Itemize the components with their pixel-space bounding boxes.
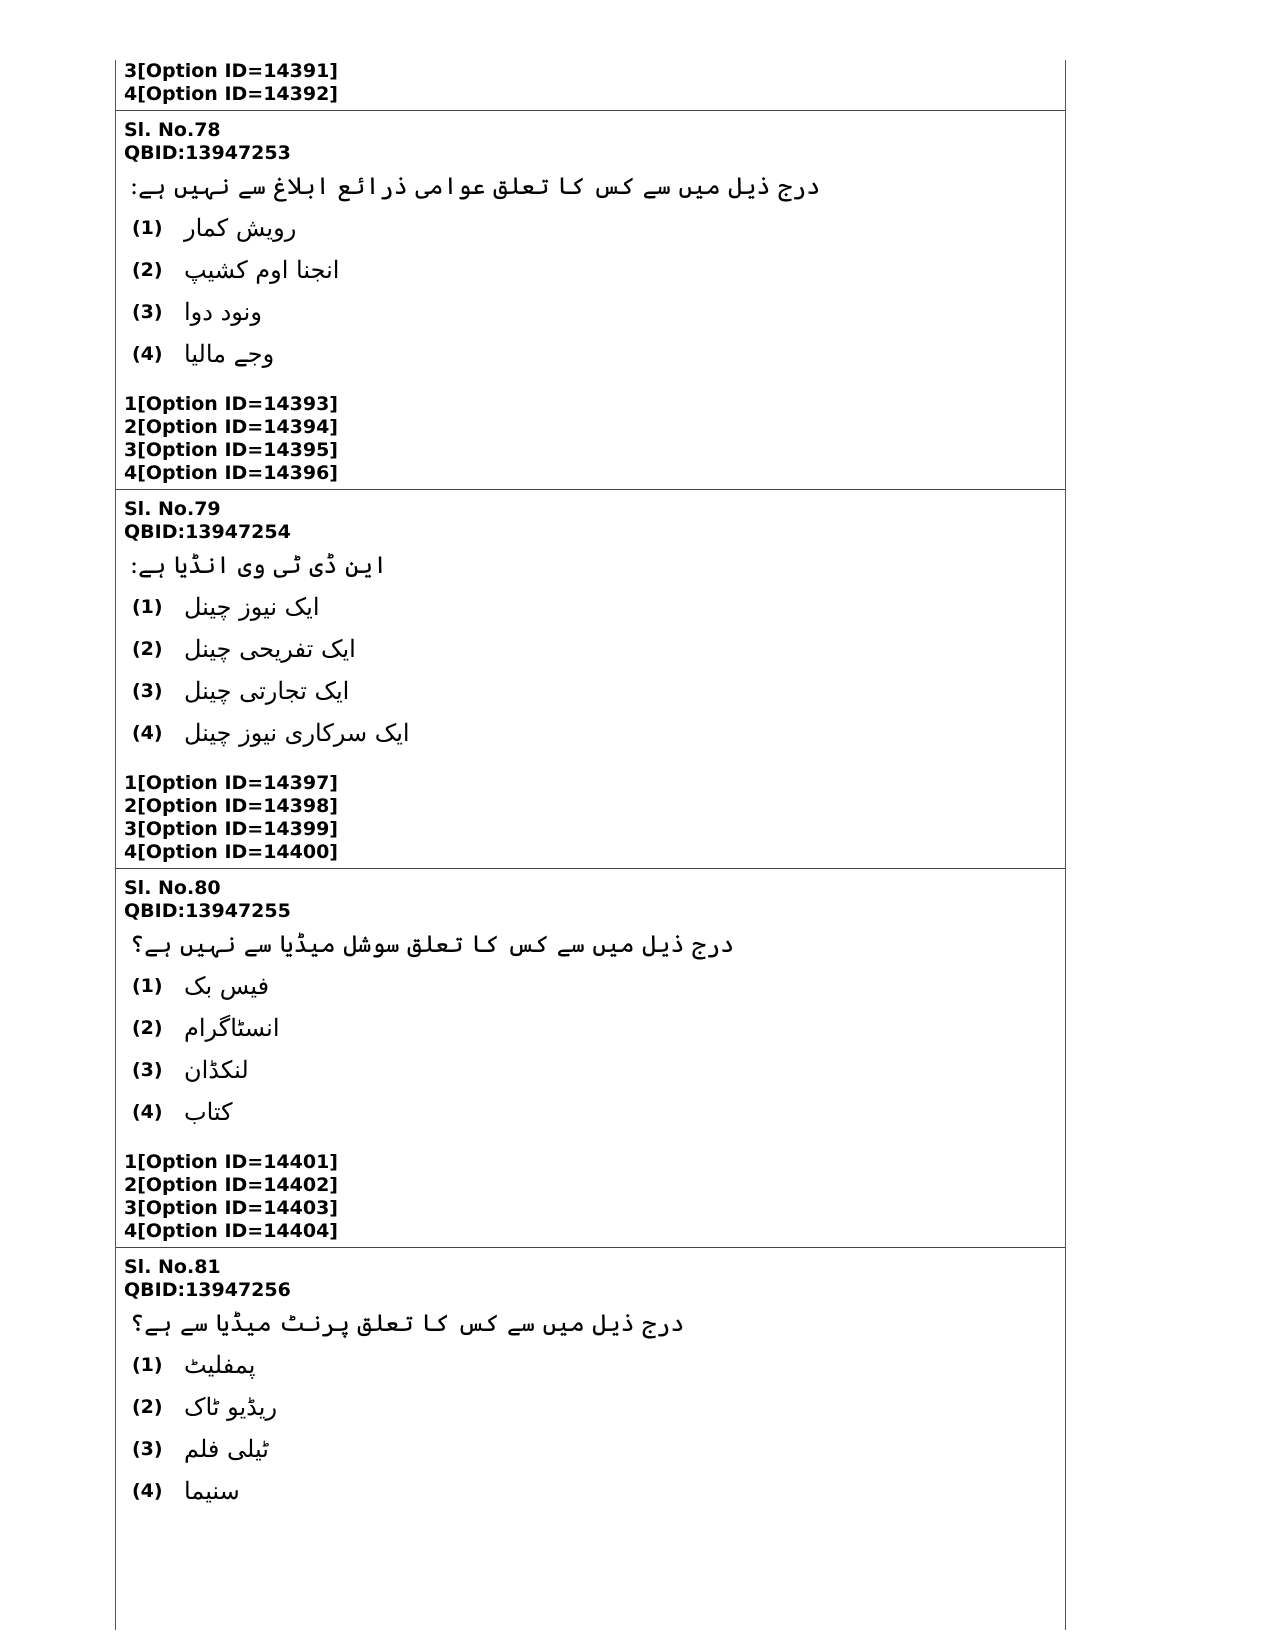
serial-number: Sl. No.81 [124, 1256, 221, 1278]
option-number: (1) [132, 596, 163, 618]
option-text: پمفلیٹ [184, 1351, 256, 1379]
option-row [124, 1344, 1065, 1386]
question-text: درج ذیل میں سے کس کا تعلق پرنٹ میڈیا سے ہے؟ [130, 1309, 685, 1337]
option-id: 4[Option ID=14392] [124, 83, 338, 105]
option-row [124, 965, 1065, 1007]
option-number: (1) [132, 975, 163, 997]
option-text: سنیما [184, 1477, 240, 1505]
option-id-list [124, 60, 1065, 106]
option-number: (1) [132, 1354, 163, 1376]
option-number: (3) [132, 1059, 163, 1081]
option-id: 1[Option ID=14401] [124, 1151, 338, 1173]
previous-question-tail [116, 60, 1065, 111]
option-number: (4) [132, 1101, 163, 1123]
option-id: 2[Option ID=14398] [124, 795, 338, 817]
option-number: (2) [132, 1396, 163, 1418]
option-row [124, 586, 1065, 628]
option-id: 3[Option ID=14395] [124, 439, 338, 461]
option-text: ریڈیو ٹاک [184, 1393, 278, 1421]
qbid: QBID:13947255 [124, 900, 291, 922]
question-sheet [115, 60, 1066, 1630]
option-row [124, 712, 1065, 754]
option-row [124, 291, 1065, 333]
option-number: (3) [132, 1438, 163, 1460]
option-row [124, 1386, 1065, 1428]
option-number: (2) [132, 259, 163, 281]
option-text: فیس بک [184, 972, 270, 1000]
option-id-list [124, 754, 1065, 864]
option-row [124, 333, 1065, 375]
qbid: QBID:13947253 [124, 142, 291, 164]
question-block-78 [116, 111, 1065, 490]
option-id-list [124, 1133, 1065, 1243]
qbid: QBID:13947254 [124, 521, 291, 543]
question-text: درج ذیل میں سے کس کا تعلق سوشل میڈیا سے نہیں ہے؟ [130, 930, 735, 958]
option-id: 3[Option ID=14403] [124, 1197, 338, 1219]
option-number: (3) [132, 301, 163, 323]
option-row [124, 207, 1065, 249]
option-text: وجے مالیا [184, 340, 275, 368]
serial-number: Sl. No.80 [124, 877, 221, 899]
option-number: (4) [132, 722, 163, 744]
option-id: 4[Option ID=14404] [124, 1220, 338, 1242]
option-text: انسٹاگرام [184, 1014, 280, 1042]
option-id: 3[Option ID=14391] [124, 60, 338, 82]
option-text: کتاب [184, 1098, 233, 1126]
option-row [124, 670, 1065, 712]
option-text: لنکڈان [184, 1056, 249, 1084]
option-row [124, 1470, 1065, 1512]
question-text: درج ذیل میں سے کس کا تعلق عوامی ذرائع ابلاغ سے نہیں ہے: [130, 172, 821, 200]
option-text: انجنا اوم کشیپ [184, 256, 340, 284]
question-text: این ڈی ٹی وی انڈیا ہے: [130, 551, 388, 579]
question-block-80 [116, 869, 1065, 1248]
option-id: 1[Option ID=14393] [124, 393, 338, 415]
option-number: (3) [132, 680, 163, 702]
option-number: (4) [132, 343, 163, 365]
option-number: (2) [132, 1017, 163, 1039]
option-row [124, 1007, 1065, 1049]
option-number: (4) [132, 1480, 163, 1502]
option-text: ایک سرکاری نیوز چینل [184, 719, 410, 747]
option-id: 3[Option ID=14399] [124, 818, 338, 840]
option-id: 2[Option ID=14402] [124, 1174, 338, 1196]
option-id: 1[Option ID=14397] [124, 772, 338, 794]
option-row [124, 249, 1065, 291]
option-id: 2[Option ID=14394] [124, 416, 338, 438]
option-text: ایک نیوز چینل [184, 593, 320, 621]
option-text: رویش کمار [184, 214, 297, 242]
option-row [124, 628, 1065, 670]
question-block-81 [116, 1248, 1065, 1516]
option-text: ٹیلی فلم [184, 1435, 269, 1463]
option-id: 4[Option ID=14396] [124, 462, 338, 484]
option-text: ایک تفریحی چینل [184, 635, 356, 663]
option-id-list [124, 375, 1065, 485]
serial-number: Sl. No.78 [124, 119, 221, 141]
question-block-79 [116, 490, 1065, 869]
option-row [124, 1428, 1065, 1470]
qbid: QBID:13947256 [124, 1279, 291, 1301]
option-id: 4[Option ID=14400] [124, 841, 338, 863]
option-text: ایک تجارتی چینل [184, 677, 350, 705]
option-text: ونود دوا [184, 298, 262, 326]
option-row [124, 1091, 1065, 1133]
option-number: (2) [132, 638, 163, 660]
serial-number: Sl. No.79 [124, 498, 221, 520]
option-row [124, 1049, 1065, 1091]
option-number: (1) [132, 217, 163, 239]
